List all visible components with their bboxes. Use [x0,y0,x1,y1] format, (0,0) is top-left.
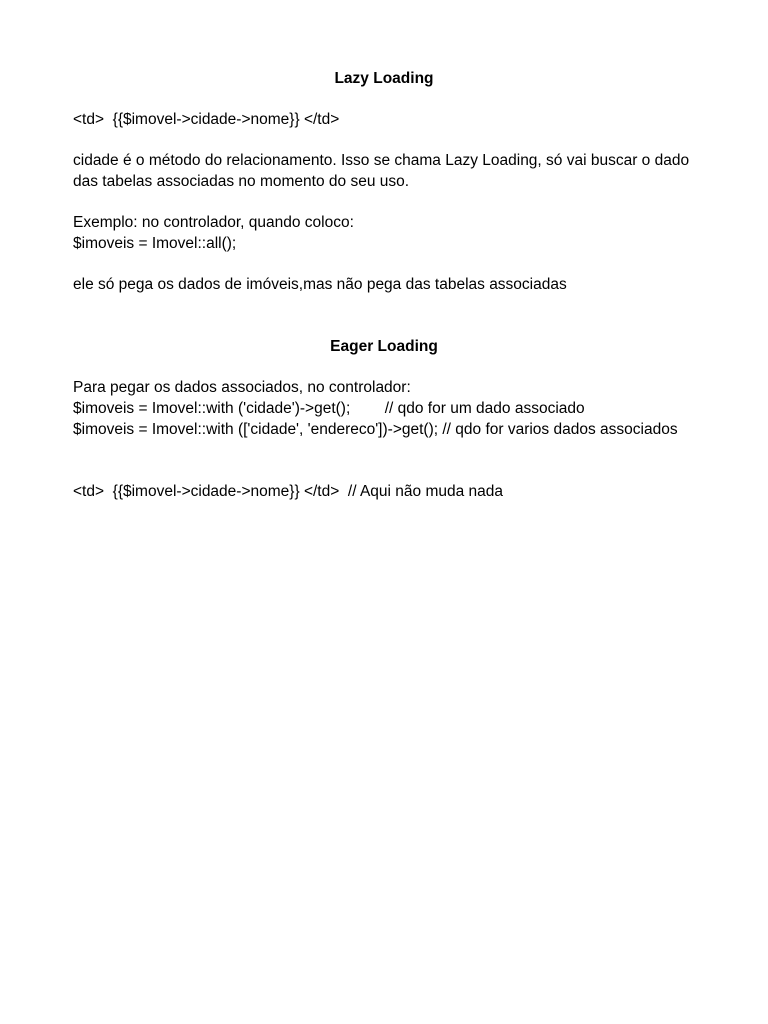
lazy-explanation-paragraph: cidade é o método do relacionamento. Isso se chama Lazy Loading, só vai buscar o dado das tabelas associadas no momento do seu uso. [73,152,690,190]
spacer [73,130,695,150]
spacer [73,357,695,377]
spacer [73,254,695,274]
lazy-code-line: <td> {{$imovel->cidade->nome}} </td> [73,111,340,128]
spacer [73,295,695,336]
eager-intro-line: Para pegar os dados associados, no controlador: [73,379,411,396]
eager-code-multi-line: $imoveis = Imovel::with (['cidade', 'endereco'])->get(); // qdo for varios dados associados [73,421,678,438]
eager-loading-heading: Eager Loading [330,338,438,355]
document-body [73,68,695,502]
eager-code-single-line: $imoveis = Imovel::with ('cidade')->get(); // qdo for um dado associado [73,400,585,417]
spacer [73,89,695,109]
spacer [73,192,695,212]
spacer [73,440,695,481]
lazy-loading-heading: Lazy Loading [334,70,434,87]
final-code-line: <td> {{$imovel->cidade->nome}} </td> // Aqui não muda nada [73,483,504,500]
example-intro-line: Exemplo: no controlador, quando coloco: [73,214,354,231]
example-code-line: $imoveis = Imovel::all(); [73,235,237,252]
example-note-line: ele só pega os dados de imóveis,mas não pega das tabelas associadas [73,276,567,293]
